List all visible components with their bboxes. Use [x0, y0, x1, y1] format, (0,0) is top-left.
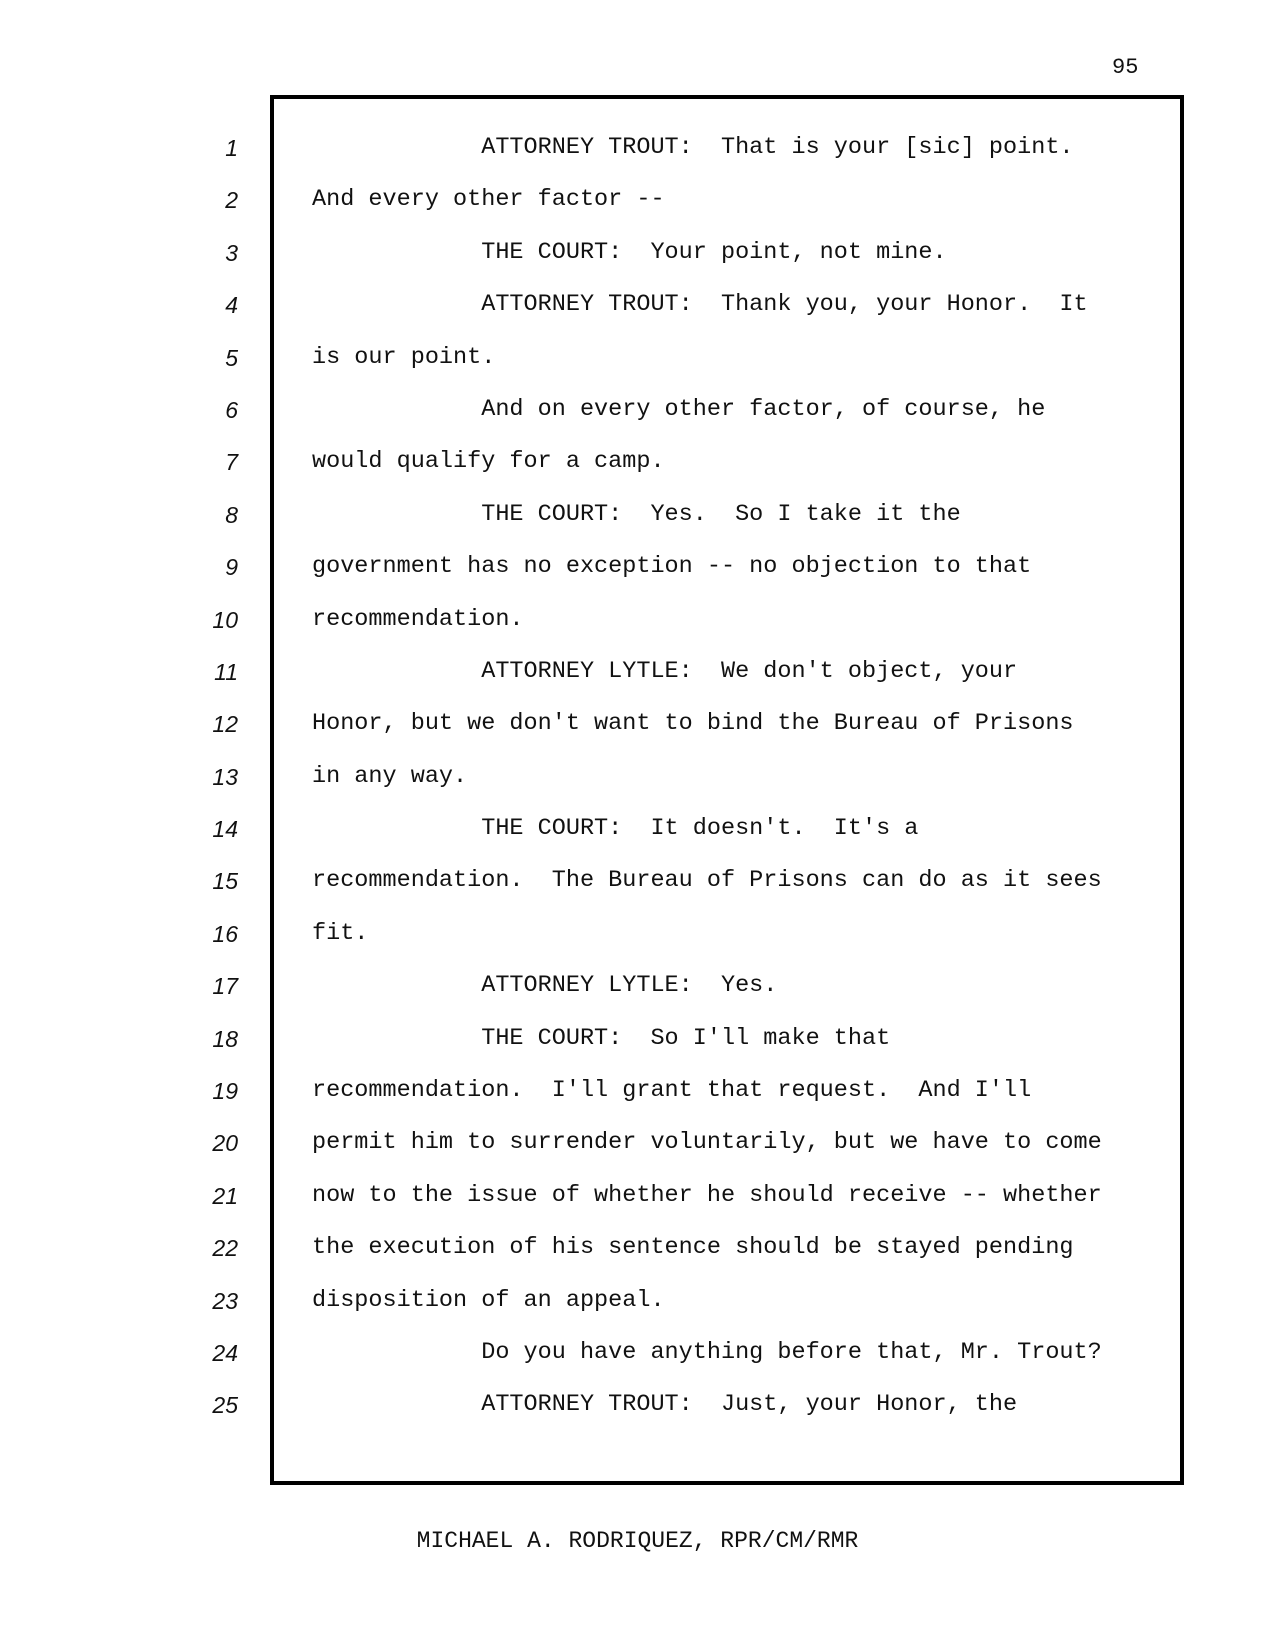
line-number: 9: [225, 554, 238, 581]
transcript-line: THE COURT: Yes. So I take it the: [312, 500, 961, 528]
transcript-line: ATTORNEY LYTLE: Yes.: [312, 972, 778, 1000]
transcript-body: [312, 130, 1172, 1440]
transcript-line: Honor, but we don't want to bind the Bureau of Prisons: [312, 710, 1074, 738]
line-number: 17: [212, 973, 238, 1000]
transcript-line: would qualify for a camp.: [312, 448, 665, 476]
line-number: 22: [212, 1235, 238, 1262]
transcript-line: ATTORNEY TROUT: Just, your Honor, the: [312, 1391, 1018, 1419]
transcript-line: Do you have anything before that, Mr. Trout?: [312, 1338, 1102, 1366]
line-number: 21: [212, 1182, 238, 1209]
line-number: 2: [225, 187, 238, 214]
transcript-line: fit.: [312, 919, 369, 947]
transcript-line: And every other factor --: [312, 186, 665, 214]
line-number: 7: [225, 449, 238, 476]
transcript-line: ATTORNEY LYTLE: We don't object, your: [312, 657, 1018, 685]
line-number: 6: [225, 396, 238, 423]
line-number: 24: [212, 1339, 238, 1366]
transcript-line: disposition of an appeal.: [312, 1286, 665, 1314]
reporter-footer: MICHAEL A. RODRIQUEZ, RPR/CM/RMR: [416, 1528, 859, 1554]
line-number: 19: [212, 1078, 238, 1105]
line-number: 16: [212, 920, 238, 947]
transcript-line: now to the issue of whether he should receive -- whether: [312, 1181, 1102, 1209]
line-number: 25: [212, 1392, 238, 1419]
line-number-column: [180, 130, 238, 1440]
line-number: 15: [212, 868, 238, 895]
line-number: 20: [212, 1130, 238, 1157]
transcript-line: is our point.: [312, 343, 496, 371]
transcript-line: the execution of his sentence should be stayed pending: [312, 1234, 1074, 1262]
transcript-line: recommendation. The Bureau of Prisons can do as it sees: [312, 867, 1102, 895]
line-number: 4: [225, 292, 238, 319]
line-number: 5: [225, 344, 238, 371]
transcript-line: THE COURT: Your point, not mine.: [312, 238, 947, 266]
line-number: 13: [212, 763, 238, 790]
line-number: 12: [212, 711, 238, 738]
line-number: 18: [212, 1025, 238, 1052]
transcript-line: recommendation.: [312, 605, 524, 633]
transcript-line: THE COURT: So I'll make that: [312, 1024, 891, 1052]
line-number: 23: [212, 1287, 238, 1314]
line-number: 1: [225, 135, 238, 161]
line-number: 8: [225, 501, 238, 528]
transcript-line: THE COURT: It doesn't. It's a: [312, 815, 919, 843]
transcript-line: in any way.: [312, 762, 468, 790]
transcript-line: ATTORNEY TROUT: That is your [sic] point.: [312, 134, 1074, 161]
transcript-line: ATTORNEY TROUT: Thank you, your Honor. It: [312, 291, 1088, 319]
page-number: 95: [1112, 55, 1139, 80]
line-number: 10: [212, 606, 238, 633]
transcript-line: And on every other factor, of course, he: [312, 395, 1046, 423]
line-number: 3: [225, 239, 238, 266]
transcript-line: recommendation. I'll grant that request. And I'll: [312, 1077, 1032, 1105]
line-number: 11: [214, 658, 238, 685]
transcript-line: government has no exception -- no objection to that: [312, 553, 1032, 581]
transcript-line: permit him to surrender voluntarily, but we have to come: [312, 1129, 1102, 1157]
line-number: 14: [212, 816, 238, 843]
